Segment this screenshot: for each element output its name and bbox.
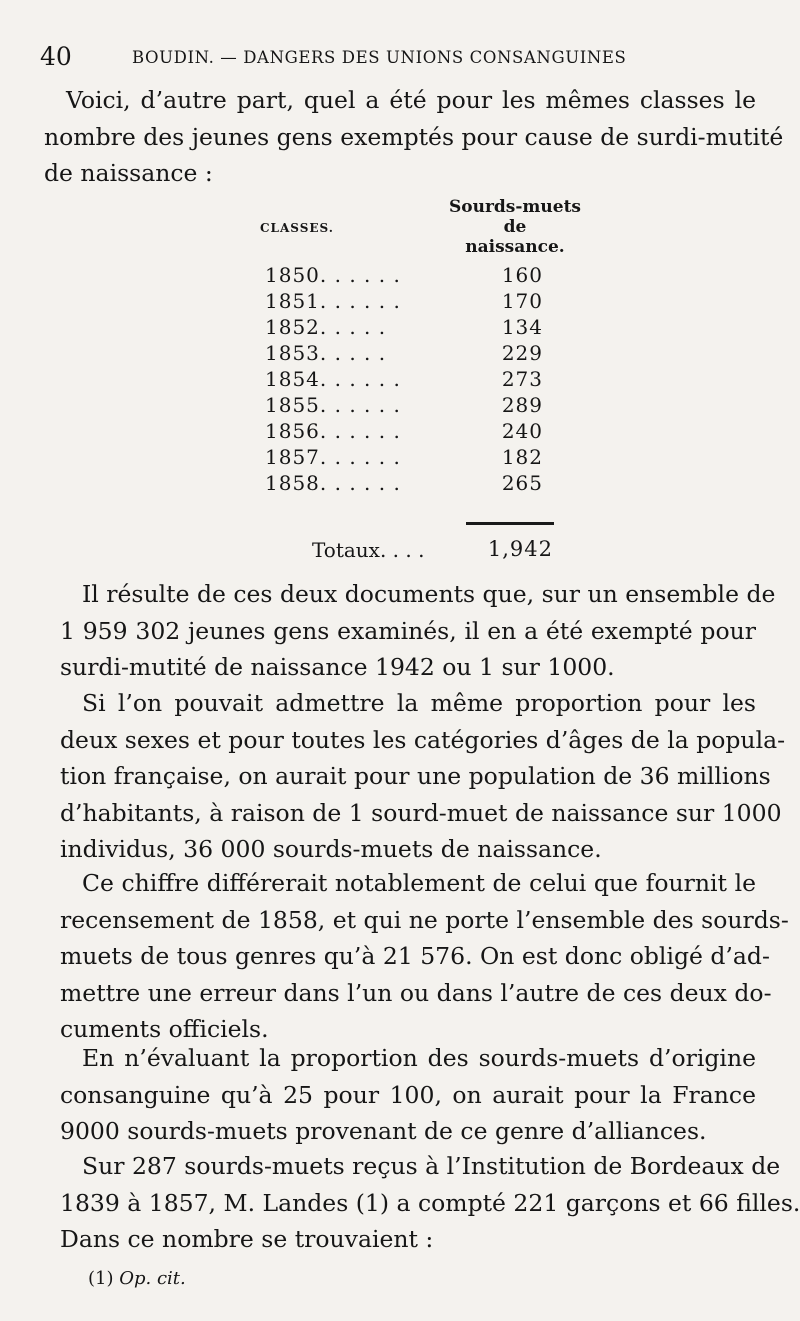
text-line: 1 959 302 jeunes gens examinés, il en a été exempté pour xyxy=(60,616,756,645)
page-header xyxy=(40,42,760,72)
text-line: Ce chiffre différerait notablement de celui que fournit le xyxy=(82,869,756,897)
text-line: En n’évaluant la proportion des sourds-muets d’origine xyxy=(82,1044,756,1072)
row-value: 134 xyxy=(501,315,543,339)
text-line: mettre une erreur dans l’un ou dans l’autre de ces deux do- xyxy=(60,978,772,1007)
table-row xyxy=(260,393,560,419)
table-row xyxy=(260,445,560,471)
row-year: 1853. . . . . xyxy=(265,341,387,365)
total-value: 1,942 xyxy=(487,537,553,561)
text-line: 9000 sourds-muets provenant de ce genre d’alliances. xyxy=(60,1117,707,1145)
row-year: 1852. . . . . xyxy=(265,315,387,339)
header-line: Sourds-muets xyxy=(448,197,582,217)
paragraph-consanguine xyxy=(60,1040,756,1150)
page-number: 40 xyxy=(40,42,72,71)
table-row xyxy=(260,341,560,367)
row-value: 273 xyxy=(501,367,543,391)
text-line: Sur 287 sourds-muets reçus à l’Institution de Bordeaux de xyxy=(82,1152,781,1180)
row-year: 1857. . . . . . xyxy=(265,445,401,469)
total-rule xyxy=(466,522,554,525)
text-line: cuments officiels. xyxy=(60,1015,269,1043)
paragraph-intro xyxy=(44,82,784,192)
text-line: de naissance : xyxy=(44,159,213,187)
row-year: 1858. . . . . . xyxy=(265,471,401,495)
text-line: Si l’on pouvait admettre la même proportion pour les xyxy=(82,689,756,717)
total-label: Totaux. . . . xyxy=(312,538,425,562)
row-value: 170 xyxy=(501,289,543,313)
row-year: 1854. . . . . . xyxy=(265,367,401,391)
row-value: 160 xyxy=(501,263,543,287)
text-line: nombre des jeunes gens exemptés pour cause de surdi-mutité xyxy=(44,122,784,151)
text-line: d’habitants, à raison de 1 sourd-muet de naissance sur 1000 xyxy=(60,798,782,827)
running-title: BOUDIN. — DANGERS DES UNIONS CONSANGUINES xyxy=(132,48,627,67)
row-value: 240 xyxy=(501,419,543,443)
footnote-text: Op. cit. xyxy=(119,1268,186,1289)
row-value: 182 xyxy=(501,445,543,469)
row-value: 229 xyxy=(501,341,543,365)
text-line: Dans ce nombre se trouvaient : xyxy=(60,1225,434,1253)
text-line: Il résulte de ces deux documents que, sur un ensemble de xyxy=(82,580,776,608)
footnote xyxy=(88,1268,186,1289)
text-line: Voici, d’autre part, quel a été pour les mêmes classes le xyxy=(66,86,756,114)
table-row xyxy=(260,419,560,445)
table-row xyxy=(260,289,560,315)
row-year: 1851. . . . . . xyxy=(265,289,401,313)
text-line: individus, 36 000 sourds-muets de naissance. xyxy=(60,835,602,863)
header-line: de xyxy=(503,217,527,237)
text-line: 1839 à 1857, M. Landes (1) a compté 221 garçons et 66 filles. xyxy=(60,1188,800,1217)
row-year: 1850. . . . . . xyxy=(265,263,401,287)
table-row xyxy=(260,263,560,289)
paragraph-result xyxy=(60,576,776,686)
text-line: consanguine qu’à 25 pour 100, on aurait pour la France xyxy=(60,1080,756,1109)
table-header-classes: CLASSES. xyxy=(260,221,334,235)
table-header-sourds-muets xyxy=(440,197,590,257)
footnote-marker: (1) xyxy=(88,1268,114,1289)
paragraph-bordeaux xyxy=(60,1148,800,1258)
paragraph-census xyxy=(60,865,789,1048)
row-year: 1855. . . . . . xyxy=(265,393,401,417)
text-line: surdi-mutité de naissance 1942 ou 1 sur 1000. xyxy=(60,653,615,681)
row-value: 289 xyxy=(501,393,543,417)
text-line: deux sexes et pour toutes les catégories d’âges de la popula- xyxy=(60,725,786,754)
table-row xyxy=(260,471,560,497)
text-line: muets de tous genres qu’à 21 576. On est donc obligé d’ad- xyxy=(60,942,770,970)
paragraph-proportion xyxy=(60,685,786,868)
header-line: naissance. xyxy=(465,237,565,257)
row-year: 1856. . . . . . xyxy=(265,419,401,443)
table-row xyxy=(260,367,560,393)
table-row xyxy=(260,315,560,341)
text-line: recensement de 1858, et qui ne porte l’ensemble des sourds- xyxy=(60,905,789,934)
text-line: tion française, on aurait pour une population de 36 millions xyxy=(60,762,771,790)
row-value: 265 xyxy=(501,471,543,495)
